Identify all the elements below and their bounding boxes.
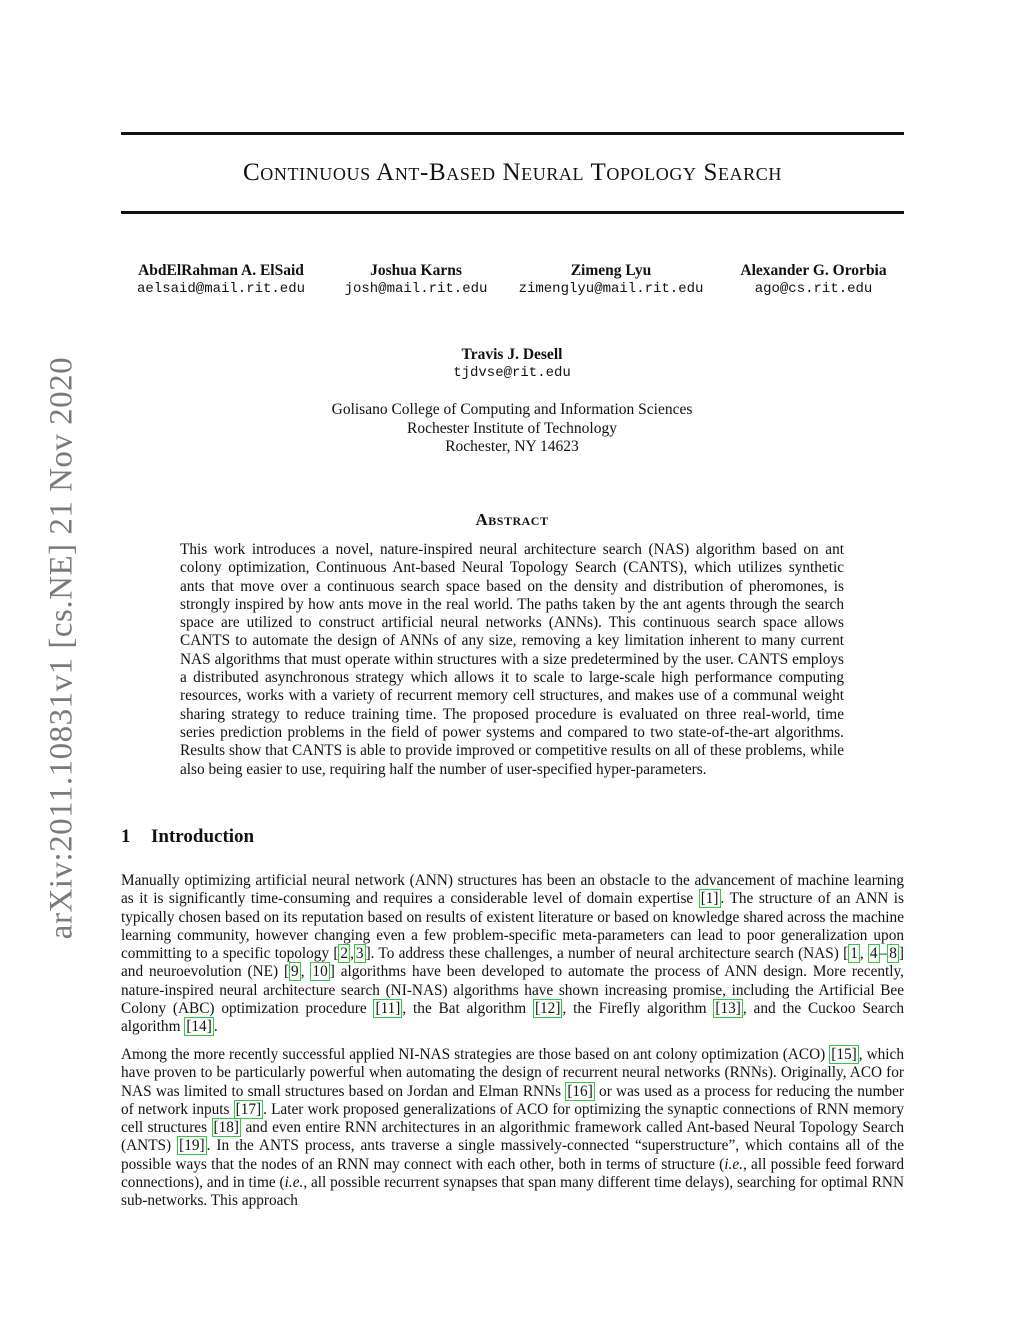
author-name: Alexander G. Ororbia	[740, 262, 887, 279]
citation-link[interactable]: [15]	[831, 1046, 857, 1063]
affiliation-line: Golisano College of Computing and Information Sciences	[331, 401, 693, 418]
author-name: Zimeng Lyu	[570, 262, 652, 279]
citation-link[interactable]: [17]	[235, 1100, 262, 1118]
intro-paragraph-1: Manually optimizing artificial neural network (ANN) structures has been an obstacle to the advancement of machine learning as it is significantly time-consuming and requires a considerable level of domain expertise [1] . The structure of an ANN is typically chosen based on its reputation based on results of existent literature or based on knowledge shared across the machine learning community, however changing even a few problem-specific meta-parameters can lead to poor generalization upon committing to a specific topology [ 2 , 3 ]. To address these challenges, a number of neural architecture search (NAS) [ 1 , 4 – 8 ] and neuroevolution (NE) [ 9 , 10 ] algorithms have been developed to automate the process of ANN design. More recently, nature-inspired neural architecture search (NI-NAS) algorithms have shown increasing promise, including the Artificial Bee Colony (ABC) optimization procedure [11] , the Bat algorithm [12] , the Firefly algorithm [13] , and the Cuckoo Search algorithm [14] .	[121, 872, 904, 1036]
citation-link[interactable]: [18]	[213, 1119, 240, 1137]
affiliation	[262, 401, 762, 457]
section-heading	[121, 826, 254, 848]
abstract-text: This work introduces a novel, nature-inspired neural architecture search (NAS) algorithm based on ant colony optimization, Continuous Ant-based Neural Topology Search (CANTS), which utilizes synthetic ants that move over a continuous search space based on the density and distribution of pheromones, is strongly inspired by how ants move in the real world. The paths taken by the ant agents through the search space are utilized to construct artificial neural networks (ANNs). This continuous search space allows CANTS to automate the design of ANNs of any size, removing a key limitation inherent to many current NAS algorithms that must operate within structures with a size predetermined by the user. CANTS employs a distributed asynchronous strategy which allows it to scale to large-scale high performance computing resources, works with a variety of recurrent memory cell structures, and makes use of a communal weight sharing strategy to reduce training time. The proposed procedure is evaluated on three real-world, time series prediction problems in the field of power systems and compared to two state-of-the-art algorithms. Results show that CANTS is able to provide improved or competitive results on all of these problems, while also being easier to use, requiring half the number of user-specified hyper-parameters.	[180, 541, 844, 778]
author-3	[511, 262, 711, 298]
citation-link[interactable]: 8	[889, 945, 897, 963]
author-2	[326, 262, 506, 298]
author-1	[121, 262, 321, 298]
author-email[interactable]: zimenglyu@mail.rit.edu	[518, 281, 704, 297]
paper-title: Continuous Ant-Based Neural Topology Search	[243, 159, 782, 186]
citation-link[interactable]: 9	[291, 963, 299, 981]
author-name: Joshua Karns	[370, 262, 462, 279]
citation-link[interactable]: [12]	[534, 1000, 561, 1018]
citation-link[interactable]: 4	[869, 945, 878, 963]
author-email[interactable]: tjdvse@rit.edu	[453, 365, 571, 381]
citation-link[interactable]: [11]	[375, 1000, 401, 1018]
citation-link[interactable]: [19]	[179, 1137, 205, 1155]
intro-paragraph-2: Among the more recently successful applied NI-NAS strategies are those based on ant colony optimization (ACO) [15] , which have proven to be particularly powerful when automating the design of recurrent neural networks (RNNs). Originally, ACO for NAS was limited to small structures based on Jordan and Elman RNNs [16] or was used as a process for reducing the number of network inputs [17] . Later work proposed generalizations of ACO for optimizing the synaptic connections of RNN memory cell structures [18] and even entire RNN architectures in an algorithmic framework called Ant-based Neural Topology Search (ANTS) [19] . In the ANTS process, ants traverse a single massively-connected “superstructure”, which contains all of the possible ways that the nodes of an RNN may connect with each other, both in terms of structure (i.e., all possible feed forward connections), and in time (i.e., all possible recurrent synapses that span many different time delays), searching for optimal RNN sub-networks. This approach	[121, 1046, 905, 1210]
affiliation-line: Rochester Institute of Technology	[407, 419, 617, 437]
citation-link[interactable]: 1	[850, 945, 858, 963]
citation-link[interactable]: 2	[340, 945, 349, 963]
section-title: Introduction	[151, 826, 255, 847]
abstract-heading: Abstract	[475, 510, 549, 529]
author-4	[721, 262, 906, 298]
arxiv-identifier: arXiv:2011.10831v1 [cs.NE] 21 Nov 2020	[43, 356, 80, 940]
author-email[interactable]: josh@mail.rit.edu	[344, 281, 488, 297]
author-5	[412, 346, 612, 382]
author-email[interactable]: ago@cs.rit.edu	[754, 281, 873, 297]
citation-link[interactable]: [13]	[715, 1000, 741, 1018]
citation-link[interactable]: [1]	[700, 890, 719, 908]
section-number: 1	[121, 826, 131, 847]
author-name: Travis J. Desell	[461, 346, 563, 363]
title-bottom-rule	[121, 211, 904, 214]
citation-link[interactable]: [14]	[186, 1018, 212, 1036]
author-name: AbdElRahman A. ElSaid	[138, 262, 304, 279]
author-email[interactable]: aelsaid@mail.rit.edu	[136, 281, 306, 297]
title-top-rule	[121, 132, 904, 135]
citation-link[interactable]: 3	[355, 945, 364, 963]
author-row	[121, 262, 904, 306]
citation-link[interactable]: [16]	[567, 1082, 593, 1100]
citation-link[interactable]: 10	[312, 963, 328, 981]
affiliation-line: Rochester, NY 14623	[445, 438, 579, 455]
